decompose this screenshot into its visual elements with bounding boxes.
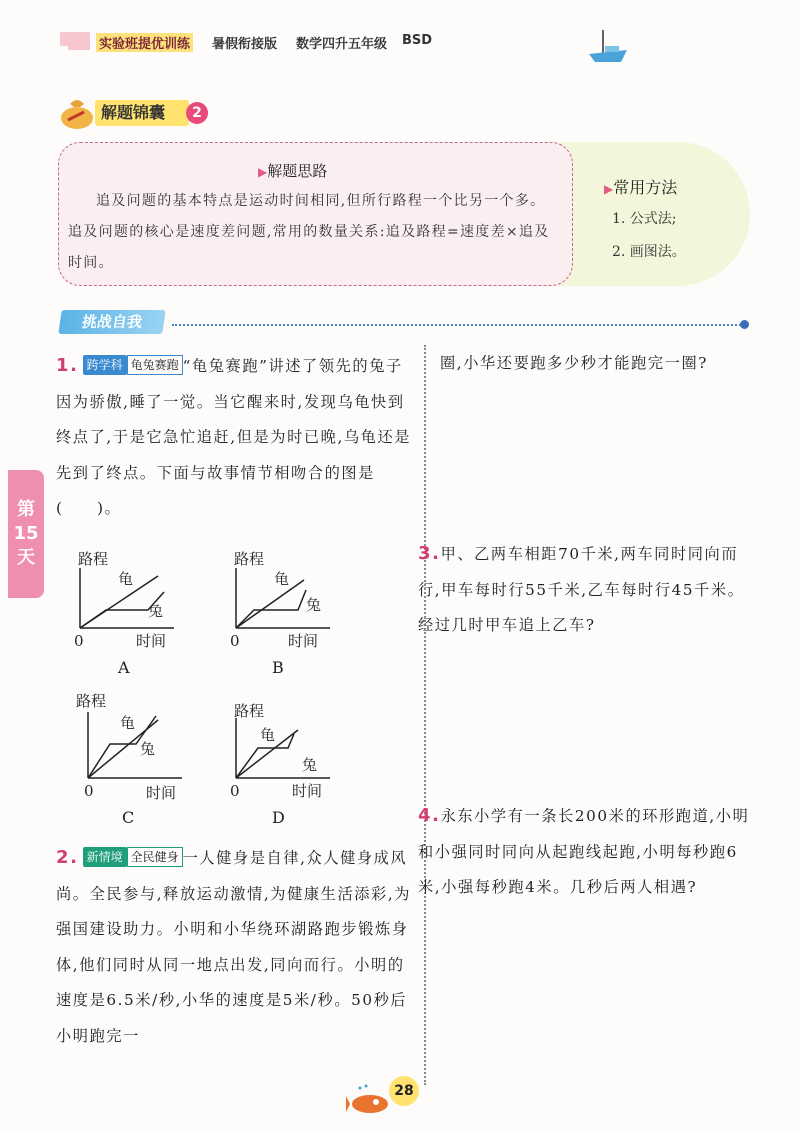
question-3 [418,536,760,644]
x-axis-label: 时间 [136,632,167,650]
triangle-icon: ▶ [258,165,268,179]
tag-topic: 龟兔赛跑 [127,355,183,375]
method-item: 1. 公式法; [612,211,677,227]
question-text: 永东小学有一条长200米的环形跑道,小明和小强同时同向从起跑线起跑,小明每秒跑6米,小强每秒跑4米。几秒后两人相遇? [418,807,750,896]
x-axis-label: 时间 [292,782,323,800]
rabbit-label: 兔 [302,756,318,774]
option-a-label: A [118,658,130,677]
challenge-banner: 挑战自我 [58,310,165,334]
header-decoration [68,44,90,50]
question-text: 一人健身是自律,众人健身成风尚。全民参与,释放运动激情,为健康生活添彩,为强国建设助力。小明和小华绕环湖路跑步锻炼身体,他们同时从同一地点出发,同向而行。小明的速度是6.5米/秒,小华的速度是5米/秒。50秒后小明跑完一 [56,849,412,1045]
question-1 [56,348,412,527]
turtle-label: 龟 [274,570,290,588]
header-subject: 数学四升五年级 [296,37,388,52]
graph-b [228,550,338,650]
option-c-label: C [122,808,135,827]
page-number: 28 [389,1076,419,1106]
graph-a [72,550,182,650]
question-number: 4. [418,805,441,826]
question-2-continuation: 圈,小华还要跑多少秒才能跑完一圈? [440,354,708,372]
turtle-label: 龟 [118,570,134,588]
rabbit-label: 兔 [148,602,164,620]
day-side-tab: 第15天 [8,470,44,598]
origin-label: 0 [230,632,240,650]
question-number: 1. [56,355,79,376]
turtle-label: 龟 [260,726,276,744]
question-4 [418,798,760,906]
x-axis-label: 时间 [146,784,177,802]
header-brand: 实验班提优训练 [96,33,193,52]
question-text: 甲、乙两车相距70千米,两车同时同向而行,甲车每时行55千米,乙车每时行45千米。经过几时甲车追上乙车? [418,545,745,634]
section-title: 解题锦囊 [95,100,189,126]
divider-end-dot [740,320,749,329]
graph-c [74,692,194,802]
tag-topic: 全民健身 [127,847,183,867]
section-number-badge: 2 [186,102,208,124]
header-code: BSD [402,33,433,48]
boat-icon [585,28,633,68]
method-item: 2. 画图法。 [612,244,686,260]
y-axis-label: 路程 [234,702,265,720]
submarine-icon [346,1082,394,1118]
option-b-label: B [272,658,284,677]
treasure-bag-icon [58,96,96,130]
graph-d [226,700,346,804]
question-2 [56,840,412,1054]
question-number: 2. [56,847,79,868]
idea-heading: ▶解题思路 [258,162,328,180]
turtle-label: 龟 [120,714,136,732]
idea-text: 追及问题的基本特点是运动时间相同,但所行路程一个比另一个多。追及问题的核心是速度差问题,常用的数量关系:追及路程=速度差×追及时间。 [68,193,550,271]
column-divider [424,345,426,1085]
origin-label: 0 [230,782,240,800]
rabbit-label: 兔 [306,596,322,614]
x-axis-label: 时间 [288,632,319,650]
y-axis-label: 路程 [78,550,109,568]
methods-heading: ▶常用方法 [604,178,678,197]
option-d-label: D [272,808,285,827]
header-edition: 暑假衔接版 [212,37,278,52]
tag-type: 跨学科 [83,355,127,375]
tag-type: 新情境 [83,847,127,867]
question-text: “龟兔赛跑”讲述了领先的兔子因为骄傲,睡了一觉。当它醒来时,发现乌龟快到终点了,于是它急忙追赶,但是为时已晚,乌龟还是先到了终点。下面与故事情节相吻合的图是( )。 [56,357,412,517]
dotted-divider [172,324,744,326]
triangle-icon: ▶ [604,182,614,196]
y-axis-label: 路程 [234,550,265,568]
question-number: 3. [418,543,441,564]
rabbit-label: 兔 [140,740,156,758]
y-axis-label: 路程 [76,692,107,710]
origin-label: 0 [84,782,94,800]
origin-label: 0 [74,632,84,650]
